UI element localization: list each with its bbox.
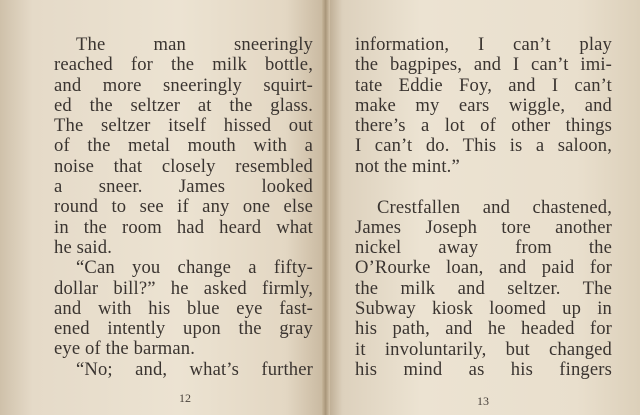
text-line: a sneer. James looked — [54, 176, 313, 198]
text-line: reached for the milk bottle, — [54, 54, 313, 76]
text-line: it involuntarily, but changed — [355, 338, 612, 360]
text-line: the bagpipes, and I can’t imi- — [355, 54, 612, 76]
text-line: nickel away from the — [355, 237, 612, 259]
text-line: O’Rourke loan, and paid for — [355, 257, 612, 279]
text-line: I can’t do. This is a saloon, — [355, 135, 612, 157]
text-line: The seltzer itself hissed out — [54, 115, 313, 137]
page-number-left: 12 — [179, 391, 191, 405]
text-line: his path, and he headed for — [355, 318, 612, 340]
text-line: of the metal mouth with a — [54, 135, 313, 157]
text-line: his mind as his fingers — [355, 358, 612, 380]
text-line: “Can you change a fifty- — [76, 257, 313, 279]
page-number-right: 13 — [477, 394, 489, 408]
text-line: he said. — [54, 236, 112, 258]
text-line: make my ears wiggle, and — [355, 94, 612, 116]
text-line: and with his blue eye fast- — [54, 297, 313, 319]
book-gutter — [322, 0, 330, 415]
text-line: dollar bill?” he asked firmly, — [54, 277, 313, 299]
text-line: ened intently upon the gray — [54, 318, 313, 340]
text-line: information, I can’t play — [355, 34, 612, 55]
text-line: Subway kiosk loomed up in — [355, 298, 612, 320]
text-line: the milk and seltzer. The — [355, 277, 612, 299]
text-line: tate Eddie Foy, and I can’t — [355, 74, 612, 96]
right-page-text — [355, 35, 612, 380]
paragraph-gap — [355, 177, 612, 198]
text-line: “No; and, what’s further — [76, 358, 313, 380]
text-line: there’s a lot of other things — [355, 115, 612, 137]
text-line: and more sneeringly squirt- — [54, 74, 313, 96]
text-line: in the room had heard what — [54, 216, 313, 238]
text-line: not the mint.” — [355, 155, 460, 177]
text-line: ed the seltzer at the glass. — [54, 94, 313, 116]
text-line: James Joseph tore another — [355, 216, 612, 238]
left-page-text — [54, 35, 313, 380]
text-line: round to see if any one else — [54, 196, 313, 218]
text-line: Crestfallen and chastened, — [377, 196, 612, 218]
text-line: noise that closely resembled — [54, 155, 313, 177]
text-line: eye of the barman. — [54, 338, 196, 360]
text-line: The man sneeringly — [76, 34, 313, 55]
